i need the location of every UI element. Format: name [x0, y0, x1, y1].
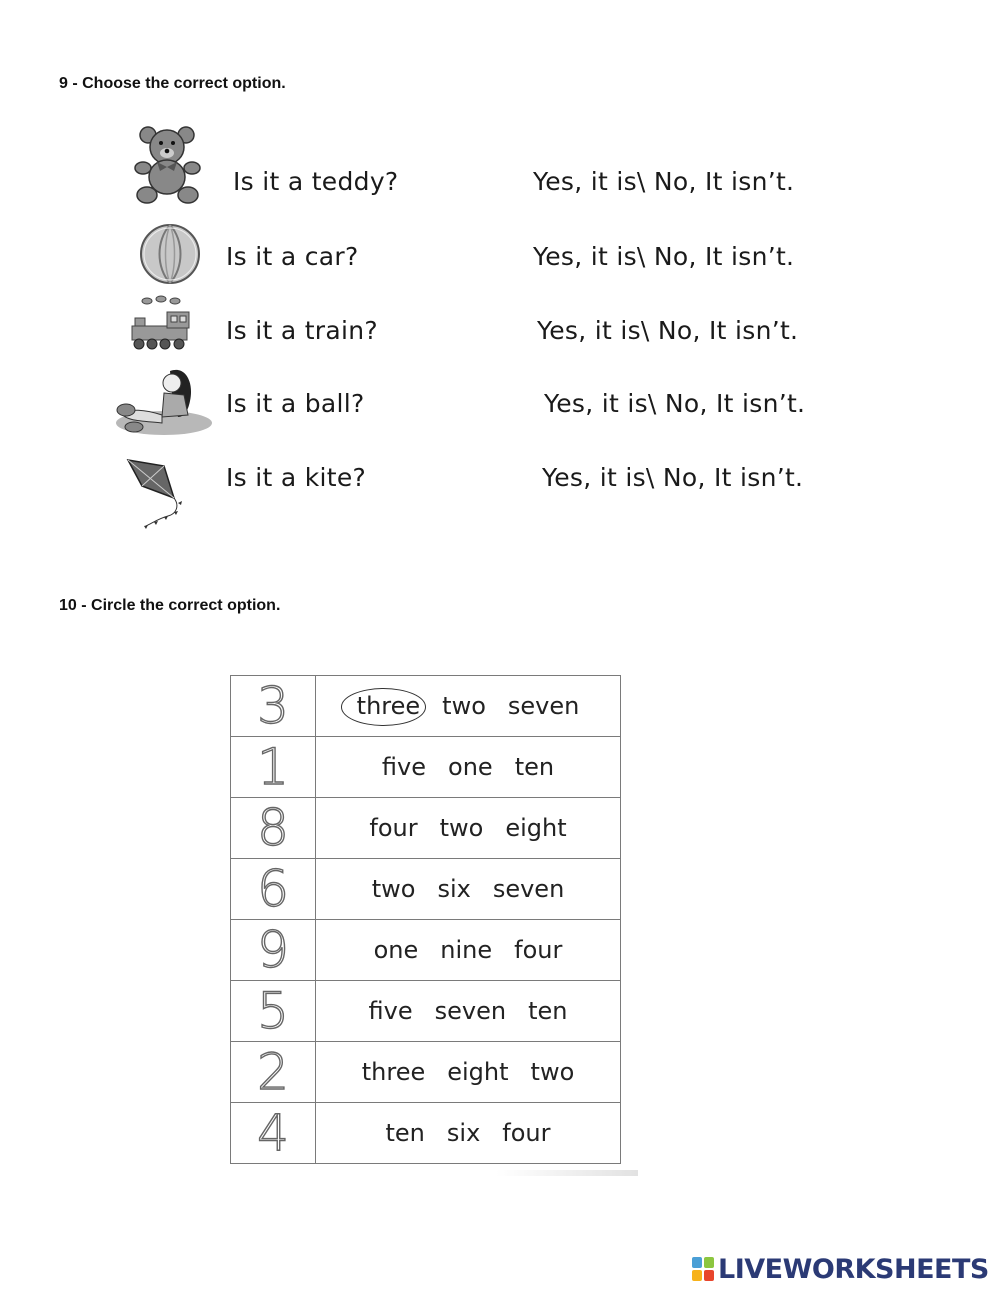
outline-number: 4: [257, 1104, 289, 1162]
outline-number: 9: [257, 921, 289, 979]
word-option[interactable]: three: [356, 692, 421, 720]
exercise-10-heading: 10 - Circle the correct option.: [59, 597, 281, 614]
number-cell: [231, 676, 316, 737]
table-row: [231, 798, 621, 859]
word-options-cell: [316, 920, 621, 981]
word-option[interactable]: two: [530, 1058, 575, 1086]
answer-options[interactable]: Yes, it is\ No, It isn’t.: [537, 316, 799, 345]
word-option[interactable]: six: [437, 875, 471, 903]
toy-train-icon: [127, 294, 197, 354]
logo-square: [692, 1270, 702, 1281]
question-row: [0, 125, 1000, 199]
beach-ball-icon: [138, 222, 203, 287]
number-cell: [231, 1103, 316, 1164]
word-option[interactable]: four: [514, 936, 563, 964]
word-option[interactable]: four: [502, 1119, 551, 1147]
outline-number: 8: [257, 799, 289, 857]
number-cell: [231, 798, 316, 859]
table-row: [231, 737, 621, 798]
table-row: [231, 920, 621, 981]
question-text: Is it a train?: [226, 316, 378, 345]
word-option[interactable]: seven: [492, 875, 565, 903]
kite-icon: [124, 456, 196, 532]
word-options-cell: [316, 1042, 621, 1103]
number-cell: [231, 859, 316, 920]
outline-number: 1: [257, 738, 289, 796]
logo-square: [704, 1257, 714, 1268]
logo-square: [692, 1257, 702, 1268]
teddy-bear-icon: [130, 125, 210, 205]
word-option[interactable]: two: [439, 814, 484, 842]
question-text: Is it a ball?: [226, 389, 365, 418]
question-row: [0, 456, 1000, 530]
word-option[interactable]: two: [371, 875, 416, 903]
number-cell: [231, 737, 316, 798]
word-option[interactable]: seven: [434, 997, 507, 1025]
word-option[interactable]: nine: [440, 936, 493, 964]
number-word-table: [230, 675, 621, 1164]
outline-number: 3: [257, 677, 289, 735]
word-option[interactable]: six: [446, 1119, 481, 1147]
outline-number: 2: [257, 1043, 289, 1101]
answer-options[interactable]: Yes, it is\ No, It isn’t.: [533, 167, 795, 196]
word-option[interactable]: eight: [447, 1058, 509, 1086]
table-row: [231, 1042, 621, 1103]
question-row: [0, 294, 1000, 368]
answer-options[interactable]: Yes, it is\ No, It isn’t.: [542, 463, 804, 492]
logo-square: [704, 1270, 714, 1281]
question-text: Is it a teddy?: [233, 167, 399, 196]
question-text: Is it a kite?: [226, 463, 367, 492]
question-row: [0, 222, 1000, 296]
word-options-cell: [316, 676, 621, 737]
word-option[interactable]: two: [442, 692, 486, 720]
outline-number: 5: [257, 982, 289, 1040]
liveworksheets-logo: [692, 1255, 989, 1283]
word-option[interactable]: three: [361, 1058, 426, 1086]
word-option[interactable]: four: [369, 814, 418, 842]
word-option[interactable]: five: [368, 997, 413, 1025]
word-options-cell: [316, 737, 621, 798]
word-options-cell: [316, 798, 621, 859]
word-option[interactable]: ten: [514, 753, 555, 781]
number-cell: [231, 981, 316, 1042]
table-shadow: [496, 1170, 638, 1176]
table-row: [231, 859, 621, 920]
answer-options[interactable]: Yes, it is\ No, It isn’t.: [533, 242, 795, 271]
word-option[interactable]: ten: [528, 997, 568, 1025]
word-options-cell: [316, 1103, 621, 1164]
word-option[interactable]: one: [373, 936, 419, 964]
word-option[interactable]: ten: [385, 1119, 425, 1147]
word-option[interactable]: five: [381, 753, 427, 781]
exercise-9-heading: 9 - Choose the correct option.: [59, 75, 286, 92]
word-option[interactable]: seven: [507, 692, 580, 720]
outline-number: 6: [257, 860, 289, 918]
girl-sitting-icon: [114, 365, 214, 437]
logo-mark-icon: [692, 1257, 714, 1281]
question-text: Is it a car?: [226, 242, 359, 271]
table-row: [231, 676, 621, 737]
number-cell: [231, 920, 316, 981]
word-options-cell: [316, 981, 621, 1042]
question-row: [0, 365, 1000, 439]
word-option[interactable]: one: [448, 753, 493, 781]
answer-options[interactable]: Yes, it is\ No, It isn’t.: [544, 389, 806, 418]
number-cell: [231, 1042, 316, 1103]
table-row: [231, 981, 621, 1042]
logo-wordmark: LIVEWORKSHEETS: [718, 1253, 989, 1285]
word-options-cell: [316, 859, 621, 920]
table-row: [231, 1103, 621, 1164]
word-option[interactable]: eight: [505, 814, 567, 842]
